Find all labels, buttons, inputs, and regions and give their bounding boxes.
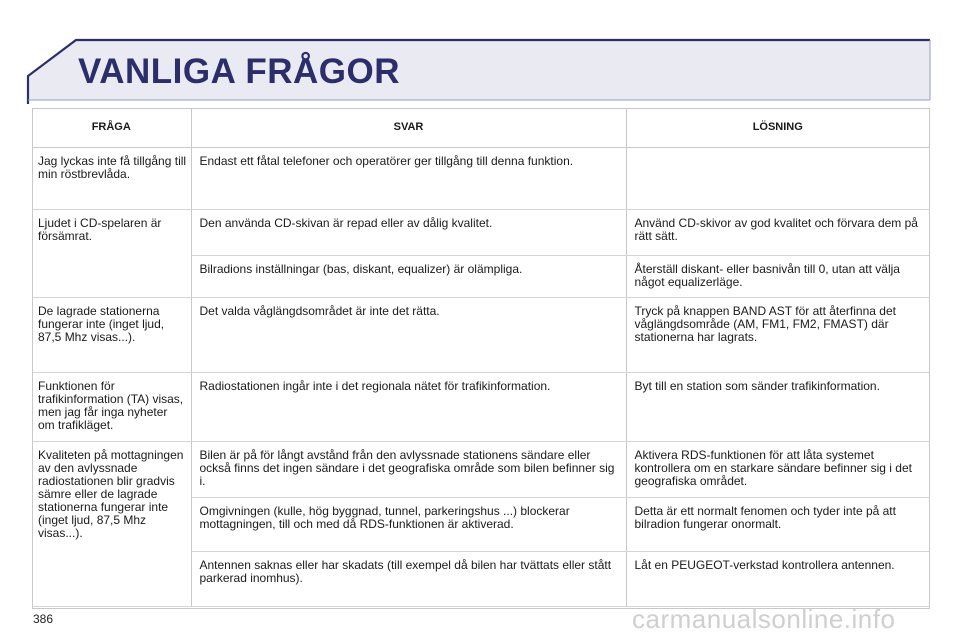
- question-cell: Funktionen för trafikinformation (TA) visas, men jag får inga nyheter om trafikläget.: [32, 373, 191, 442]
- page-title: VANLIGA FRÅGOR: [78, 52, 400, 91]
- solution-cell: Tryck på knappen BAND AST för att återfinna det våglängdsområde (AM, FM1, FM2, FMAST) där stationerna har lagrats.: [626, 298, 929, 373]
- solution-cell: [626, 148, 929, 210]
- solution-cell: Använd CD-skivor av god kvalitet och förvara dem på rätt sätt.: [626, 210, 929, 256]
- header-answer: SVAR: [191, 108, 626, 148]
- table-header-row: [32, 108, 929, 148]
- question-cell: Jag lyckas inte få tillgång till min röstbrevlåda.: [32, 148, 191, 210]
- solution-cell: Detta är ett normalt fenomen och tyder inte på att bilradion fungerar onormalt.: [626, 498, 929, 552]
- table-row: [32, 210, 929, 256]
- question-cell: De lagrade stationerna fungerar inte (inget ljud, 87,5 Mhz visas...).: [32, 298, 191, 373]
- answer-cell: Omgivningen (kulle, hög byggnad, tunnel, parkeringshus ...) blockerar mottagningen, till och med då RDS-funktionen är aktiverad.: [191, 498, 626, 552]
- faq-table: [32, 108, 929, 607]
- header-solution: LÖSNING: [626, 108, 929, 148]
- question-cell: Kvaliteten på mottagningen av den avlyssnade radiostationen blir gradvis sämre eller de lagrade stationerna fungerar inte (inget ljud, 87,5 Mhz visas...).: [32, 442, 191, 607]
- solution-cell: Aktivera RDS-funktionen för att låta systemet kontrollera om en starkare sändare befinner sig i det geografiska området.: [626, 442, 929, 498]
- answer-cell: Bilradions inställningar (bas, diskant, equalizer) är olämpliga.: [191, 256, 626, 298]
- page-number: 386: [33, 612, 54, 626]
- answer-cell: Antennen saknas eller har skadats (till exempel då bilen har tvättats eller stått parkerad inomhus).: [191, 552, 626, 607]
- answer-cell: Det valda våglängdsområdet är inte det rätta.: [191, 298, 626, 373]
- table-row: [32, 298, 929, 373]
- table-row: [32, 442, 929, 498]
- solution-cell: Återställ diskant- eller basnivån till 0, utan att välja något equalizerläge.: [626, 256, 929, 298]
- watermark: carmanualsonline.info: [632, 604, 896, 634]
- answer-cell: Endast ett fåtal telefoner och operatörer ger tillgång till denna funktion.: [191, 148, 626, 210]
- table-row: [32, 373, 929, 442]
- header-question: FRÅGA: [32, 108, 191, 148]
- answer-cell: Bilen är på för långt avstånd från den avlyssnade stationens sändare eller också finns det ingen sändare i det geografiska område som bilen befinner sig i.: [191, 442, 626, 498]
- solution-cell: Byt till en station som sänder trafikinformation.: [626, 373, 929, 442]
- table-row: [32, 148, 929, 210]
- answer-cell: Den använda CD-skivan är repad eller av dålig kvalitet.: [191, 210, 626, 256]
- question-cell: Ljudet i CD-spelaren är försämrat.: [32, 210, 191, 298]
- solution-cell: Låt en PEUGEOT-verkstad kontrollera antennen.: [626, 552, 929, 607]
- answer-cell: Radiostationen ingår inte i det regionala nätet för trafikinformation.: [191, 373, 626, 442]
